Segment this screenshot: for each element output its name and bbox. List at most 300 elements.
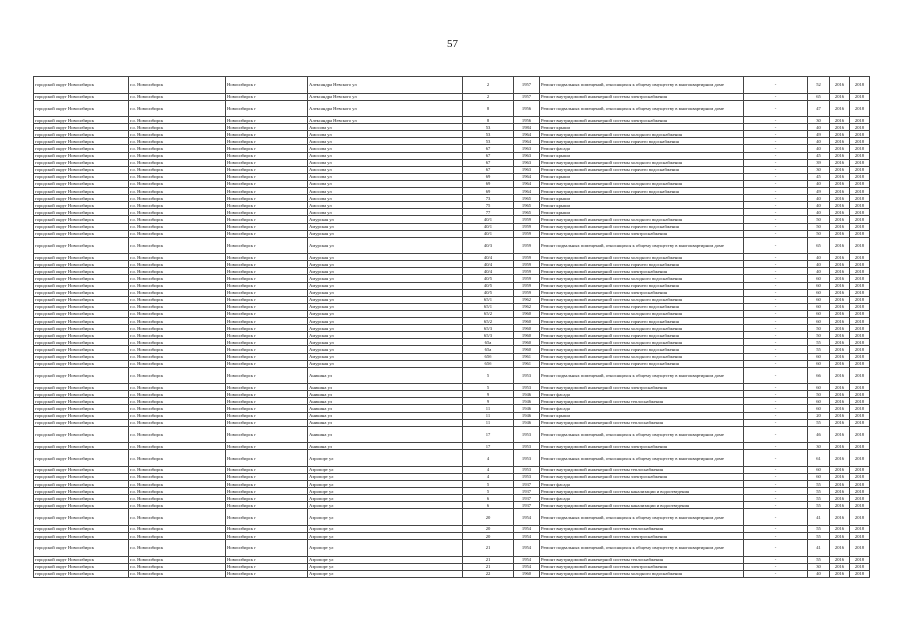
street-cell: Амосова ул	[308, 180, 463, 187]
wear-percent-cell: 60	[808, 282, 830, 289]
settlement-cell: г.о. Новосибирск	[129, 209, 226, 216]
house-number-cell: 4	[463, 466, 514, 473]
house-number-cell: 40/1	[463, 216, 514, 223]
table-row	[34, 237, 870, 254]
municipality-cell: городской округ Новосибирск	[34, 426, 129, 443]
street-cell: Амурская ул	[308, 254, 463, 261]
start-year-cell: 2016	[830, 398, 850, 405]
wear-percent-cell: 50	[808, 332, 830, 339]
wear-percent-cell: 55	[808, 525, 830, 532]
year-built-cell: 1953	[514, 450, 540, 467]
year-built-cell: 1959	[514, 275, 540, 282]
house-number-cell: 11	[463, 405, 514, 412]
city-cell: Новосибирск г	[226, 426, 308, 443]
start-year-cell: 2016	[830, 473, 850, 480]
house-number-cell: 4	[463, 473, 514, 480]
work-type-cell: Ремонт внутридомовой инженерной системы теплоснабжения	[540, 398, 744, 405]
table-row	[34, 296, 870, 303]
year-built-cell: 1959	[514, 254, 540, 261]
house-number-cell: 65а	[463, 339, 514, 346]
house-number-cell: 11	[463, 419, 514, 426]
end-year-cell: 2018	[850, 268, 870, 275]
wear-percent-cell: 40	[808, 145, 830, 152]
year-built-cell: 1964	[514, 173, 540, 180]
work-type-cell: Ремонт подвальных помещений, относящихся к общему имуществу в многоквартирном доме	[540, 540, 744, 557]
end-year-cell: 2018	[850, 131, 870, 138]
work-type-cell: Ремонт внутридомовой инженерной системы горячего водоснабжения	[540, 318, 744, 325]
end-year-cell: 2018	[850, 346, 870, 353]
house-number-cell: 53	[463, 131, 514, 138]
end-year-cell: 2018	[850, 473, 870, 480]
street-cell: Амурская ул	[308, 303, 463, 310]
year-built-cell: 1964	[514, 188, 540, 195]
city-cell: Новосибирск г	[226, 152, 308, 159]
municipality-cell: городской округ Новосибирск	[34, 419, 129, 426]
house-number-cell: 67	[463, 145, 514, 152]
table-row	[34, 261, 870, 268]
year-built-cell: 1953	[514, 384, 540, 391]
table-row	[34, 275, 870, 282]
table-row	[34, 495, 870, 502]
street-cell: Амосова ул	[308, 145, 463, 152]
street-cell: Амурская ул	[308, 282, 463, 289]
city-cell: Новосибирск г	[226, 509, 308, 526]
end-year-cell: 2018	[850, 166, 870, 173]
street-cell: Аэропорт ул	[308, 473, 463, 480]
start-year-cell: 2016	[830, 405, 850, 412]
dash-cell: -	[744, 426, 808, 443]
table-row	[34, 384, 870, 391]
settlement-cell: г.о. Новосибирск	[129, 495, 226, 502]
year-built-cell: 1961	[514, 353, 540, 360]
settlement-cell: г.о. Новосибирск	[129, 570, 226, 577]
municipality-cell: городской округ Новосибирск	[34, 481, 129, 488]
wear-percent-cell: 30	[808, 117, 830, 124]
dash-cell: -	[744, 289, 808, 296]
municipality-cell: городской округ Новосибирск	[34, 540, 129, 557]
street-cell: Аэропорт ул	[308, 481, 463, 488]
municipality-cell: городской округ Новосибирск	[34, 254, 129, 261]
street-cell: Амурская ул	[308, 353, 463, 360]
end-year-cell: 2018	[850, 124, 870, 131]
dash-cell: -	[744, 509, 808, 526]
street-cell: Амурская ул	[308, 346, 463, 353]
dash-cell: -	[744, 138, 808, 145]
settlement-cell: г.о. Новосибирск	[129, 268, 226, 275]
start-year-cell: 2016	[830, 303, 850, 310]
end-year-cell: 2018	[850, 152, 870, 159]
dash-cell: -	[744, 384, 808, 391]
table-row	[34, 339, 870, 346]
settlement-cell: г.о. Новосибирск	[129, 556, 226, 563]
start-year-cell: 2016	[830, 426, 850, 443]
settlement-cell: г.о. Новосибирск	[129, 353, 226, 360]
start-year-cell: 2016	[830, 570, 850, 577]
work-type-cell: Ремонт подвальных помещений, относящихся к общему имуществу в многоквартирном доме	[540, 367, 744, 384]
house-number-cell: 40/4	[463, 268, 514, 275]
table-row	[34, 166, 870, 173]
city-cell: Новосибирск г	[226, 145, 308, 152]
work-type-cell: Ремонт внутридомовой инженерной системы холодного водоснабжения	[540, 353, 744, 360]
year-built-cell: 1953	[514, 466, 540, 473]
house-number-cell: 40/1	[463, 223, 514, 230]
street-cell: Аникина ул	[308, 419, 463, 426]
year-built-cell: 1956	[514, 100, 540, 117]
table-row	[34, 367, 870, 384]
dash-cell: -	[744, 318, 808, 325]
start-year-cell: 2016	[830, 275, 850, 282]
municipality-cell: городской округ Новосибирск	[34, 230, 129, 237]
street-cell: Аникина ул	[308, 412, 463, 419]
settlement-cell: г.о. Новосибирск	[129, 282, 226, 289]
dash-cell: -	[744, 360, 808, 367]
house-number-cell: 53	[463, 124, 514, 131]
table-row	[34, 289, 870, 296]
table-row	[34, 450, 870, 467]
year-built-cell: 1960	[514, 339, 540, 346]
wear-percent-cell: 55	[808, 556, 830, 563]
end-year-cell: 2018	[850, 540, 870, 557]
year-built-cell: 1953	[514, 426, 540, 443]
year-built-cell: 1960	[514, 332, 540, 339]
municipality-cell: городской округ Новосибирск	[34, 473, 129, 480]
work-type-cell: Ремонт фасада	[540, 391, 744, 398]
table-row	[34, 180, 870, 187]
end-year-cell: 2018	[850, 209, 870, 216]
municipality-cell: городской округ Новосибирск	[34, 173, 129, 180]
street-cell: Амосова ул	[308, 209, 463, 216]
street-cell: Аэропорт ул	[308, 525, 463, 532]
settlement-cell: г.о. Новосибирск	[129, 180, 226, 187]
municipality-cell: городской округ Новосибирск	[34, 159, 129, 166]
dash-cell: -	[744, 254, 808, 261]
wear-percent-cell: 52	[808, 77, 830, 94]
house-number-cell: 73	[463, 195, 514, 202]
municipality-cell: городской округ Новосибирск	[34, 525, 129, 532]
house-number-cell: 21	[463, 556, 514, 563]
table-row	[34, 405, 870, 412]
dash-cell: -	[744, 412, 808, 419]
municipality-cell: городской округ Новосибирск	[34, 289, 129, 296]
street-cell: Амурская ул	[308, 237, 463, 254]
table-row	[34, 509, 870, 526]
work-type-cell: Ремонт подвальных помещений, относящихся к общему имуществу в многоквартирном доме	[540, 77, 744, 94]
work-type-cell: Ремонт внутридомовой инженерной системы горячего водоснабжения	[540, 332, 744, 339]
street-cell: Амосова ул	[308, 152, 463, 159]
work-type-cell: Ремонт внутридомовой инженерной системы электроснабжения	[540, 117, 744, 124]
house-number-cell: 5	[463, 384, 514, 391]
city-cell: Новосибирск г	[226, 502, 308, 509]
end-year-cell: 2018	[850, 188, 870, 195]
year-built-cell: 1960	[514, 318, 540, 325]
house-number-cell: 69	[463, 180, 514, 187]
wear-percent-cell: 39	[808, 159, 830, 166]
end-year-cell: 2018	[850, 353, 870, 360]
start-year-cell: 2016	[830, 325, 850, 332]
city-cell: Новосибирск г	[226, 180, 308, 187]
dash-cell: -	[744, 173, 808, 180]
house-number-cell: 2	[463, 93, 514, 100]
work-type-cell: Ремонт внутридомовой инженерной системы холодного водоснабжения	[540, 325, 744, 332]
wear-percent-cell: 60	[808, 405, 830, 412]
city-cell: Новосибирск г	[226, 525, 308, 532]
table-row	[34, 188, 870, 195]
wear-percent-cell: 50	[808, 223, 830, 230]
dash-cell: -	[744, 282, 808, 289]
city-cell: Новосибирск г	[226, 488, 308, 495]
start-year-cell: 2016	[830, 268, 850, 275]
start-year-cell: 2016	[830, 296, 850, 303]
end-year-cell: 2018	[850, 488, 870, 495]
dash-cell: -	[744, 188, 808, 195]
year-built-cell: 1959	[514, 289, 540, 296]
year-built-cell: 1959	[514, 223, 540, 230]
settlement-cell: г.о. Новосибирск	[129, 367, 226, 384]
settlement-cell: г.о. Новосибирск	[129, 533, 226, 540]
city-cell: Новосибирск г	[226, 159, 308, 166]
city-cell: Новосибирск г	[226, 296, 308, 303]
wear-percent-cell: 60	[808, 318, 830, 325]
start-year-cell: 2016	[830, 124, 850, 131]
wear-percent-cell: 40	[808, 138, 830, 145]
street-cell: Аэропорт ул	[308, 509, 463, 526]
street-cell: Амурская ул	[308, 216, 463, 223]
wear-percent-cell: 40	[808, 202, 830, 209]
street-cell: Аэропорт ул	[308, 502, 463, 509]
end-year-cell: 2018	[850, 159, 870, 166]
year-built-cell: 1962	[514, 303, 540, 310]
end-year-cell: 2018	[850, 367, 870, 384]
municipality-cell: городской округ Новосибирск	[34, 310, 129, 317]
start-year-cell: 2016	[830, 202, 850, 209]
wear-percent-cell: 55	[808, 346, 830, 353]
wear-percent-cell: 55	[808, 495, 830, 502]
end-year-cell: 2018	[850, 230, 870, 237]
table-row	[34, 533, 870, 540]
work-type-cell: Ремонт внутридомовой инженерной системы горячего водоснабжения	[540, 261, 744, 268]
end-year-cell: 2018	[850, 495, 870, 502]
wear-percent-cell: 65	[808, 237, 830, 254]
municipality-cell: городской округ Новосибирск	[34, 405, 129, 412]
settlement-cell: г.о. Новосибирск	[129, 131, 226, 138]
municipality-cell: городской округ Новосибирск	[34, 77, 129, 94]
municipality-cell: городской округ Новосибирск	[34, 509, 129, 526]
municipality-cell: городской округ Новосибирск	[34, 296, 129, 303]
house-number-cell: 40/4	[463, 254, 514, 261]
municipality-cell: городской округ Новосибирск	[34, 495, 129, 502]
dash-cell: -	[744, 443, 808, 450]
dash-cell: -	[744, 93, 808, 100]
city-cell: Новосибирск г	[226, 195, 308, 202]
dash-cell: -	[744, 117, 808, 124]
start-year-cell: 2016	[830, 540, 850, 557]
wear-percent-cell: 50	[808, 325, 830, 332]
start-year-cell: 2016	[830, 254, 850, 261]
settlement-cell: г.о. Новосибирск	[129, 188, 226, 195]
municipality-cell: городской округ Новосибирск	[34, 346, 129, 353]
municipality-cell: городской округ Новосибирск	[34, 93, 129, 100]
municipality-cell: городской округ Новосибирск	[34, 195, 129, 202]
settlement-cell: г.о. Новосибирск	[129, 310, 226, 317]
end-year-cell: 2018	[850, 332, 870, 339]
settlement-cell: г.о. Новосибирск	[129, 525, 226, 532]
start-year-cell: 2016	[830, 525, 850, 532]
year-built-cell: 1984	[514, 124, 540, 131]
house-number-cell: 65/3	[463, 325, 514, 332]
house-number-cell: 65б	[463, 353, 514, 360]
dash-cell: -	[744, 209, 808, 216]
wear-percent-cell: 30	[808, 443, 830, 450]
wear-percent-cell: 40	[808, 570, 830, 577]
house-number-cell: 65/3	[463, 332, 514, 339]
municipality-cell: городской округ Новосибирск	[34, 275, 129, 282]
wear-percent-cell: 40	[808, 180, 830, 187]
wear-percent-cell: 45	[808, 173, 830, 180]
start-year-cell: 2016	[830, 384, 850, 391]
start-year-cell: 2016	[830, 509, 850, 526]
settlement-cell: г.о. Новосибирск	[129, 303, 226, 310]
settlement-cell: г.о. Новосибирск	[129, 391, 226, 398]
year-built-cell: 1937	[514, 488, 540, 495]
street-cell: Аникина ул	[308, 398, 463, 405]
table-row	[34, 360, 870, 367]
municipality-cell: городской округ Новосибирск	[34, 466, 129, 473]
table-row	[34, 268, 870, 275]
year-built-cell: 1956	[514, 117, 540, 124]
wear-percent-cell: 60	[808, 296, 830, 303]
house-number-cell: 65/2	[463, 310, 514, 317]
house-number-cell: 6	[463, 502, 514, 509]
street-cell: Амосова ул	[308, 188, 463, 195]
wear-percent-cell: 55	[808, 488, 830, 495]
house-number-cell: 21	[463, 563, 514, 570]
table-row	[34, 209, 870, 216]
table-row	[34, 563, 870, 570]
wear-percent-cell: 30	[808, 563, 830, 570]
dash-cell: -	[744, 367, 808, 384]
house-number-cell: 2	[463, 77, 514, 94]
end-year-cell: 2018	[850, 282, 870, 289]
end-year-cell: 2018	[850, 556, 870, 563]
settlement-cell: г.о. Новосибирск	[129, 488, 226, 495]
wear-percent-cell: 45	[808, 152, 830, 159]
table-row	[34, 195, 870, 202]
work-type-cell: Ремонт внутридомовой инженерной системы электроснабжения	[540, 268, 744, 275]
year-built-cell: 1957	[514, 77, 540, 94]
end-year-cell: 2018	[850, 466, 870, 473]
end-year-cell: 2018	[850, 391, 870, 398]
end-year-cell: 2018	[850, 145, 870, 152]
end-year-cell: 2018	[850, 412, 870, 419]
start-year-cell: 2016	[830, 230, 850, 237]
work-type-cell: Ремонт внутридомовой инженерной системы канализации и водоотведения	[540, 502, 744, 509]
dash-cell: -	[744, 237, 808, 254]
capital-repair-table	[33, 76, 870, 578]
work-type-cell: Ремонт внутридомовой инженерной системы горячего водоснабжения	[540, 303, 744, 310]
start-year-cell: 2016	[830, 495, 850, 502]
year-built-cell: 1954	[514, 563, 540, 570]
work-type-cell: Ремонт внутридомовой инженерной системы теплоснабжения	[540, 525, 744, 532]
municipality-cell: городской округ Новосибирск	[34, 367, 129, 384]
street-cell: Амурская ул	[308, 261, 463, 268]
table-row	[34, 216, 870, 223]
municipality-cell: городской округ Новосибирск	[34, 556, 129, 563]
end-year-cell: 2018	[850, 509, 870, 526]
city-cell: Новосибирск г	[226, 367, 308, 384]
municipality-cell: городской округ Новосибирск	[34, 188, 129, 195]
settlement-cell: г.о. Новосибирск	[129, 289, 226, 296]
end-year-cell: 2018	[850, 318, 870, 325]
start-year-cell: 2016	[830, 223, 850, 230]
dash-cell: -	[744, 223, 808, 230]
start-year-cell: 2016	[830, 332, 850, 339]
start-year-cell: 2016	[830, 318, 850, 325]
city-cell: Новосибирск г	[226, 124, 308, 131]
municipality-cell: городской округ Новосибирск	[34, 412, 129, 419]
work-type-cell: Ремонт крыши	[540, 202, 744, 209]
street-cell: Аэропорт ул	[308, 556, 463, 563]
settlement-cell: г.о. Новосибирск	[129, 230, 226, 237]
house-number-cell: 20	[463, 509, 514, 526]
city-cell: Новосибирск г	[226, 332, 308, 339]
dash-cell: -	[744, 450, 808, 467]
year-built-cell: 1957	[514, 93, 540, 100]
house-number-cell: 5	[463, 481, 514, 488]
settlement-cell: г.о. Новосибирск	[129, 426, 226, 443]
house-number-cell: 75	[463, 202, 514, 209]
end-year-cell: 2018	[850, 310, 870, 317]
year-built-cell: 1959	[514, 237, 540, 254]
work-type-cell: Ремонт фасада	[540, 495, 744, 502]
work-type-cell: Ремонт фасада	[540, 481, 744, 488]
street-cell: Аэропорт ул	[308, 495, 463, 502]
table-row	[34, 145, 870, 152]
municipality-cell: городской округ Новосибирск	[34, 138, 129, 145]
wear-percent-cell: 55	[808, 502, 830, 509]
street-cell: Амосова ул	[308, 131, 463, 138]
settlement-cell: г.о. Новосибирск	[129, 296, 226, 303]
municipality-cell: городской округ Новосибирск	[34, 261, 129, 268]
dash-cell: -	[744, 570, 808, 577]
city-cell: Новосибирск г	[226, 268, 308, 275]
year-built-cell: 1960	[514, 325, 540, 332]
start-year-cell: 2016	[830, 188, 850, 195]
city-cell: Новосибирск г	[226, 237, 308, 254]
municipality-cell: городской округ Новосибирск	[34, 443, 129, 450]
wear-percent-cell: 60	[808, 353, 830, 360]
house-number-cell: 8	[463, 100, 514, 117]
dash-cell: -	[744, 166, 808, 173]
wear-percent-cell: 40	[808, 195, 830, 202]
street-cell: Аникина ул	[308, 391, 463, 398]
street-cell: Аникина ул	[308, 367, 463, 384]
city-cell: Новосибирск г	[226, 325, 308, 332]
wear-percent-cell: 60	[808, 275, 830, 282]
table-row	[34, 346, 870, 353]
dash-cell: -	[744, 303, 808, 310]
municipality-cell: городской округ Новосибирск	[34, 117, 129, 124]
street-cell: Александра Невского ул	[308, 93, 463, 100]
end-year-cell: 2018	[850, 173, 870, 180]
settlement-cell: г.о. Новосибирск	[129, 93, 226, 100]
wear-percent-cell: 49	[808, 131, 830, 138]
street-cell: Амурская ул	[308, 360, 463, 367]
municipality-cell: городской округ Новосибирск	[34, 145, 129, 152]
end-year-cell: 2018	[850, 405, 870, 412]
end-year-cell: 2018	[850, 180, 870, 187]
work-type-cell: Ремонт внутридомовой инженерной системы горячего водоснабжения	[540, 360, 744, 367]
city-cell: Новосибирск г	[226, 166, 308, 173]
